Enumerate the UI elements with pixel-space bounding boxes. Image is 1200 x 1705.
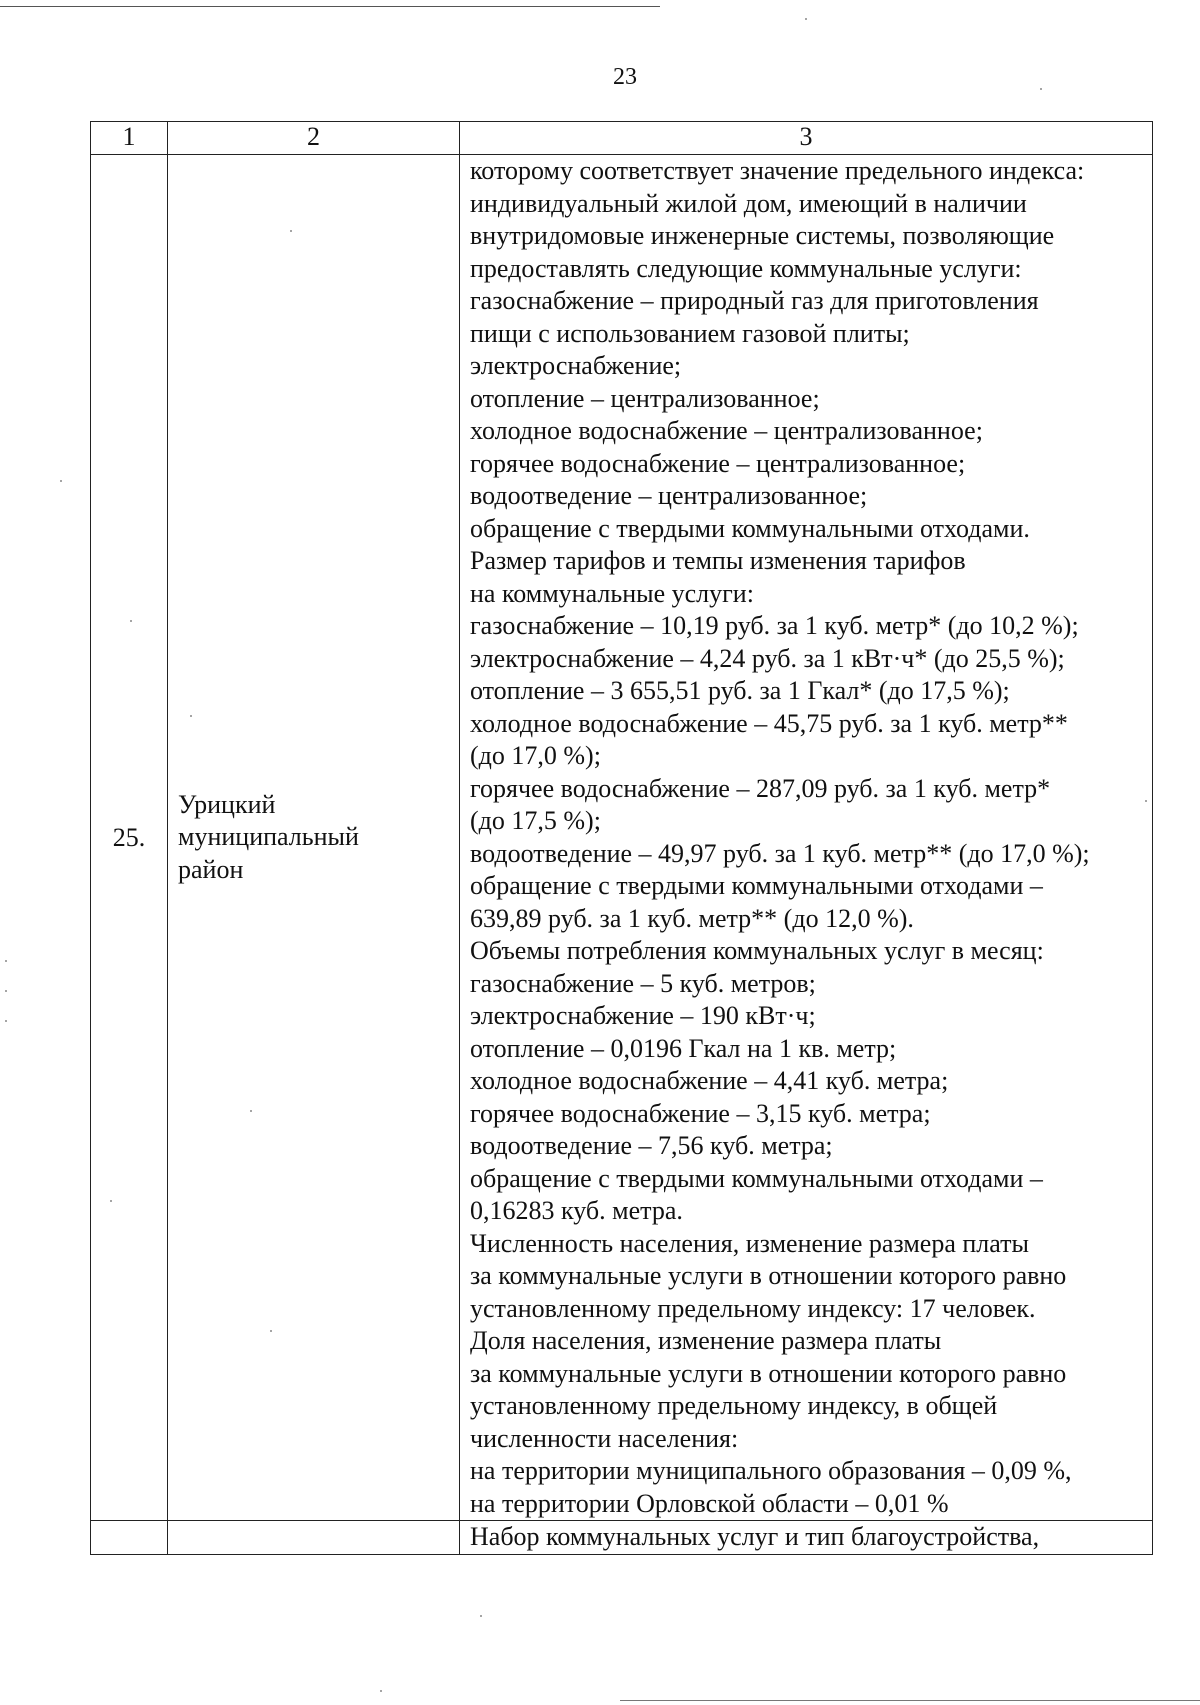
content-line: Объемы потребления коммунальных услуг в месяц: [470, 936, 1044, 965]
content-line: за коммунальные услуги в отношении которого равно [470, 1261, 1067, 1290]
content-line: которому соответствует значение предельного индекса: [470, 156, 1085, 185]
scan-speck [290, 230, 292, 232]
content-line: газоснабжение – природный газ для приготовления [470, 286, 1039, 315]
scan-speck [5, 960, 7, 962]
next-row-content [460, 1521, 1153, 1555]
content-line: электроснабжение – 4,24 руб. за 1 кВт·ч* (до 25,5 %); [470, 643, 1065, 673]
content-line: на коммунальные услуги: [470, 578, 754, 608]
content-line: электроснабжение – 190 кВт·ч; [470, 1001, 816, 1030]
scan-speck [130, 620, 132, 622]
district-name-line: муниципальный [178, 822, 359, 852]
content-line: Набор коммунальных услуг и тип благоустройства, [470, 1522, 1040, 1551]
content-line: водоотведение – централизованное; [470, 481, 868, 510]
content-line: газоснабжение – 5 куб. метров; [470, 968, 816, 998]
content-line: внутридомовые инженерные системы, позволяющие [470, 221, 1055, 250]
next-row-name [168, 1521, 460, 1555]
content-line: 639,89 руб. за 1 куб. метр** (до 12,0 %). [470, 903, 914, 933]
content-line: водоотведение – 49,97 руб. за 1 куб. метр** (до 17,0 %); [470, 838, 1090, 868]
scan-speck [480, 1615, 482, 1617]
district-name [168, 155, 460, 1521]
scan-speck [380, 1690, 382, 1692]
scan-speck [270, 1330, 272, 1332]
tariff-table [90, 121, 1153, 1555]
content-line: водоотведение – 7,56 куб. метра; [470, 1131, 833, 1160]
content-line: холодное водоснабжение – 4,41 куб. метра; [470, 1066, 949, 1095]
content-line: Численность населения, изменение размера платы [470, 1228, 1029, 1258]
content-line: численности населения: [470, 1423, 739, 1453]
content-line: Размер тарифов и темпы изменения тарифов [470, 546, 966, 575]
content-line: холодное водоснабжение – централизованное; [470, 416, 983, 445]
content-line: (до 17,0 %); [470, 741, 601, 770]
scan-speck [190, 715, 192, 717]
scan-speck [250, 1110, 252, 1112]
content-line: установленному предельному индексу: 17 человек. [470, 1293, 1036, 1323]
content-line: установленному предельному индексу, в общей [470, 1391, 998, 1420]
row-content [460, 155, 1153, 1521]
scan-speck [1040, 88, 1042, 90]
table-row-next [91, 1521, 1153, 1555]
content-line: отопление – 3 655,51 руб. за 1 Гкал* (до 17,5 %); [470, 676, 1010, 705]
scan-top-edge-line [0, 6, 660, 7]
content-line: на территории Орловской области – 0,01 % [470, 1488, 949, 1518]
page-number: 23 [613, 64, 637, 90]
scan-bottom-edge-line [620, 1700, 1200, 1701]
content-line: обращение с твердыми коммунальными отходами. [470, 513, 1030, 543]
content-line: отопление – 0,0196 Гкал на 1 кв. метр; [470, 1033, 897, 1063]
scan-speck [805, 18, 807, 20]
row-number: 25. [91, 155, 168, 1521]
content-line: газоснабжение – 10,19 руб. за 1 куб. метр* (до 10,2 %); [470, 611, 1079, 640]
content-line: индивидуальный жилой дом, имеющий в наличии [470, 188, 1027, 218]
table-row [91, 155, 1153, 1521]
content-line: пищи с использованием газовой плиты; [470, 318, 910, 348]
content-line: (до 17,5 %); [470, 806, 601, 835]
scan-speck [60, 480, 62, 482]
content-line: электроснабжение; [470, 351, 682, 380]
content-line: на территории муниципального образования – 0,09 %, [470, 1456, 1072, 1485]
content-line: 0,16283 куб. метра. [470, 1196, 683, 1225]
content-line: горячее водоснабжение – 287,09 руб. за 1 куб. метр* [470, 773, 1051, 803]
content-line: горячее водоснабжение – 3,15 куб. метра; [470, 1098, 931, 1128]
header-col-1: 1 [91, 122, 168, 155]
content-line: обращение с твердыми коммунальными отходами – [470, 1163, 1043, 1193]
content-line: Доля населения, изменение размера платы [470, 1326, 942, 1355]
district-name-line: район [178, 854, 244, 884]
content-line: горячее водоснабжение – централизованное; [470, 448, 966, 478]
scan-speck [5, 990, 7, 992]
content-line: предоставлять следующие коммунальные услуги: [470, 253, 1022, 283]
next-row-number [91, 1521, 168, 1555]
header-col-3: 3 [460, 122, 1153, 155]
table-header-row [91, 122, 1153, 155]
scan-speck [1145, 800, 1147, 802]
content-line: отопление – централизованное; [470, 383, 820, 413]
content-line: холодное водоснабжение – 45,75 руб. за 1 куб. метр** [470, 708, 1068, 738]
content-line: обращение с твердыми коммунальными отходами – [470, 871, 1043, 900]
district-name-line: Урицкий [178, 789, 276, 819]
content-line: за коммунальные услуги в отношении которого равно [470, 1358, 1067, 1388]
scan-speck [5, 1020, 7, 1022]
header-col-2: 2 [168, 122, 460, 155]
scan-speck [110, 1200, 112, 1202]
